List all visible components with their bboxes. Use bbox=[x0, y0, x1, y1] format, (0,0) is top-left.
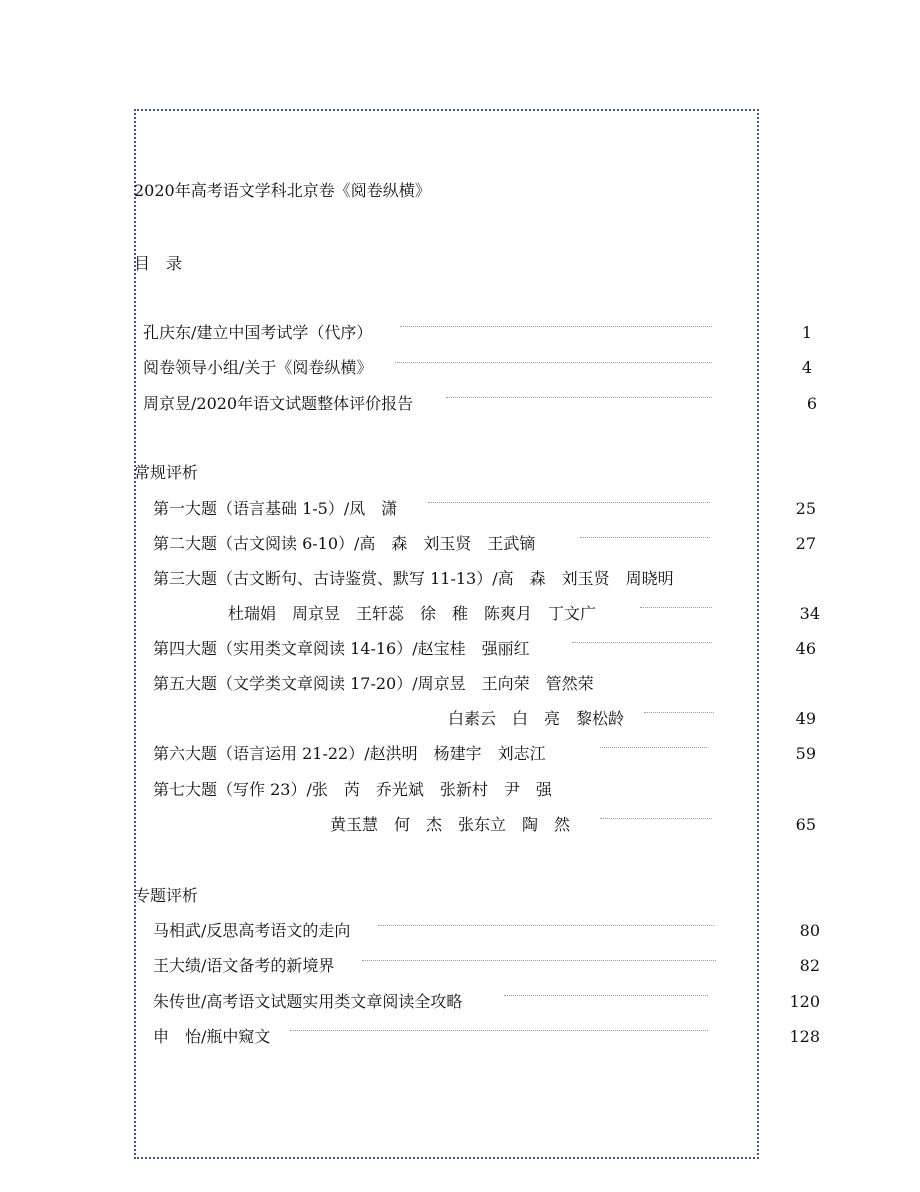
dot-leader bbox=[400, 326, 712, 327]
toc-entry-text[interactable]: 第六大题（语言运用 21-22）/赵洪明 杨建宇 刘志江 bbox=[153, 744, 546, 763]
toc-page-number: 49 bbox=[795, 709, 816, 728]
toc-entry-text[interactable]: 马相武/反思高考语文的走向 bbox=[153, 921, 351, 940]
dot-leader bbox=[395, 362, 712, 363]
toc-entry-text[interactable]: 第一大题（语言基础 1-5）/凤 潇 bbox=[153, 499, 398, 518]
toc-page-number: 4 bbox=[801, 358, 812, 377]
toc-page-number: 34 bbox=[799, 604, 820, 623]
dot-leader bbox=[446, 397, 712, 398]
dot-leader bbox=[600, 747, 707, 748]
toc-entry-text[interactable]: 王大绩/语文备考的新境界 bbox=[153, 956, 335, 975]
toc-page-number: 59 bbox=[795, 744, 816, 763]
toc-page-number: 120 bbox=[789, 992, 820, 1011]
dot-leader bbox=[504, 995, 708, 996]
toc-entry-text-continued[interactable]: 杜瑞娟 周京昱 王轩蕊 徐 稚 陈爽月 丁文广 bbox=[228, 604, 597, 623]
dot-leader bbox=[378, 925, 714, 926]
toc-entry-text[interactable]: 第三大题（古文断句、古诗鉴赏、默写 11-13）/高 森 刘玉贤 周晓明 bbox=[153, 569, 674, 588]
toc-entry-text[interactable]: 孔庆东/建立中国考试学（代序） bbox=[143, 323, 373, 342]
toc-entry-text[interactable]: 阅卷领导小组/关于《阅卷纵横》 bbox=[143, 358, 373, 377]
dot-leader bbox=[428, 502, 710, 503]
dot-leader bbox=[600, 818, 712, 819]
section-label-regular: 常规评析 bbox=[134, 463, 199, 482]
toc-entry-text[interactable]: 第二大题（古文阅读 6-10）/高 森 刘玉贤 王武镝 bbox=[153, 534, 536, 553]
toc-page-number: 80 bbox=[799, 921, 820, 940]
dot-leader bbox=[580, 537, 710, 538]
toc-entry-text[interactable]: 申 怡/瓶中窥文 bbox=[153, 1027, 271, 1046]
toc-page-number: 46 bbox=[795, 639, 816, 658]
dot-leader bbox=[290, 1030, 708, 1031]
document-title: 2020年高考语文学科北京卷《阅卷纵横》 bbox=[134, 181, 431, 200]
dot-leader bbox=[362, 960, 716, 961]
toc-entry-text[interactable]: 朱传世/高考语文试题实用类文章阅读全攻略 bbox=[153, 992, 463, 1011]
dot-leader bbox=[640, 607, 712, 608]
toc-entry-text[interactable]: 第四大题（实用类文章阅读 14-16）/赵宝桂 强丽红 bbox=[153, 639, 530, 658]
toc-page-number: 6 bbox=[806, 394, 817, 413]
section-label-special: 专题评析 bbox=[134, 886, 199, 905]
dot-leader bbox=[644, 712, 714, 713]
toc-entry-text[interactable]: 第五大题（文学类文章阅读 17-20）/周京昱 王向荣 管然荣 bbox=[153, 674, 594, 693]
toc-heading: 目 录 bbox=[134, 254, 183, 273]
toc-entry-text[interactable]: 周京昱/2020年语文试题整体评价报告 bbox=[143, 394, 414, 413]
toc-page-number: 1 bbox=[801, 323, 812, 342]
toc-entry-text-continued[interactable]: 黄玉慧 何 杰 张东立 陶 然 bbox=[330, 815, 571, 834]
toc-page-number: 65 bbox=[795, 815, 816, 834]
dot-leader bbox=[572, 642, 712, 643]
toc-page-number: 25 bbox=[795, 499, 816, 518]
toc-page-number: 128 bbox=[789, 1027, 820, 1046]
toc-entry-text-continued[interactable]: 白素云 白 亮 黎松龄 bbox=[448, 709, 625, 728]
toc-page-number: 82 bbox=[799, 956, 820, 975]
toc-entry-text[interactable]: 第七大题（写作 23）/张 芮 乔光斌 张新村 尹 强 bbox=[153, 780, 552, 799]
toc-page-number: 27 bbox=[795, 534, 816, 553]
